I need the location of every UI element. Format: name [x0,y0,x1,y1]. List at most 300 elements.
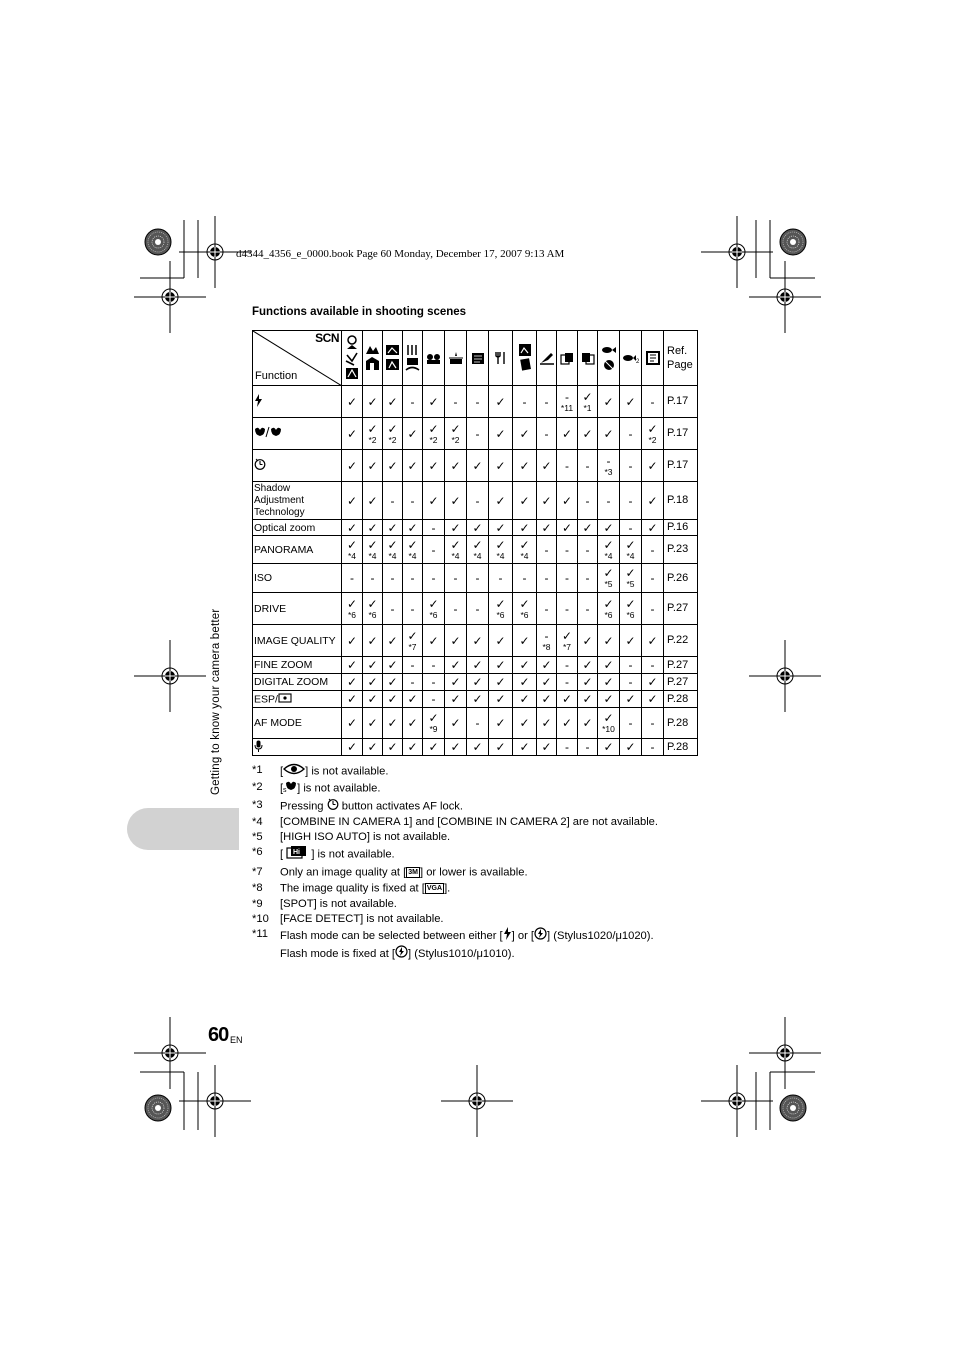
availability-cell [403,625,423,657]
availability-cell [489,625,513,657]
check-mark: ✓ [582,675,593,689]
availability-cell [445,520,467,536]
availability-cell [578,593,598,625]
availability-cell [642,450,664,482]
availability-cell [403,536,423,564]
dash-mark: - [650,542,655,557]
check-mark: ✓ [541,458,552,473]
function-name-cell [253,625,342,657]
check-mark: ✓ [472,658,483,672]
availability-cell [383,625,403,657]
dash-mark: - [585,542,590,557]
footnote-text-part: Pressing [280,800,327,813]
corner-cell [253,331,342,386]
availability-cell [423,708,445,739]
table-row [253,625,698,657]
check-mark: ✓ [519,458,530,473]
dash-mark: - [565,675,569,689]
check-mark: ✓ [367,458,378,473]
dash-mark: - [565,542,569,557]
availability-cell [383,674,403,691]
footnote-text [280,897,397,912]
availability-cell [467,739,489,756]
check-mark: ✓ [387,716,398,730]
dash-mark: - [565,740,569,754]
table-row [253,386,698,418]
check-mark: ✓ [407,716,418,730]
dash-mark: - [628,675,633,689]
function-name-cell [253,386,342,418]
check-mark: ✓ [582,658,593,672]
check-mark: ✓ [647,675,658,689]
check-mark: ✓ [472,537,483,552]
availability-cell [403,482,423,520]
dash-mark: - [565,658,569,672]
availability-cell [537,386,557,418]
check-mark: ✓ [367,520,378,535]
availability-cell [513,564,537,593]
hi-drive-icon [286,850,308,862]
availability-cell [642,691,664,708]
footnote-text-part: ] is not available. [305,765,389,778]
underwater-2-icon [622,352,640,364]
check-mark: ✓ [625,566,636,580]
ref-page-cell: P.17 [664,450,698,482]
availability-cell [363,739,383,756]
footnote-ref: *2 [388,434,397,445]
check-mark: ✓ [346,458,358,473]
check-mark: ✓ [519,520,530,535]
availability-cell [423,482,445,520]
availability-cell [537,482,557,520]
dash-mark: - [475,601,480,616]
availability-cell [363,593,383,625]
availability-cell [642,536,664,564]
availability-cell [598,520,620,536]
availability-cell [445,418,467,450]
check-mark: ✓ [647,520,658,535]
table-row [253,564,698,593]
availability-cell [363,625,383,657]
availability-cell [467,386,489,418]
check-mark: ✓ [407,520,418,535]
check-mark: ✓ [450,537,461,552]
check-mark: ✓ [450,633,461,648]
function-name: ESP/ [254,692,278,705]
availability-cell [620,386,642,418]
check-mark: ✓ [472,633,483,648]
function-name-cell [253,657,342,674]
check-mark: ✓ [603,692,614,706]
table-header-row [253,331,698,386]
availability-cell [598,482,620,520]
check-mark: ✓ [625,537,636,552]
svg-text:s: s [283,787,287,793]
dash-mark: - [431,542,436,557]
availability-cell [513,625,537,657]
dash-mark: - [544,426,549,441]
availability-cell [557,691,578,708]
availability-cell [467,520,489,536]
footnote-text [280,881,450,897]
check-mark: ✓ [582,716,593,730]
check-mark: ✓ [367,692,378,706]
availability-cell [342,593,363,625]
ref-page-cell: P.27 [664,674,698,691]
availability-cell [557,536,578,564]
availability-cell [467,657,489,674]
availability-cell [557,482,578,520]
check-mark: ✓ [541,520,552,535]
check-mark: ✓ [407,740,418,754]
availability-cell [620,739,642,756]
footnote-key: *4 [252,815,263,828]
check-mark: ✓ [495,658,506,672]
footnote [252,897,658,912]
check-mark: ✓ [647,493,658,508]
availability-cell [423,674,445,691]
function-name: AF MODE [254,717,302,729]
availability-cell [620,691,642,708]
availability-cell [342,674,363,691]
dash-mark: - [585,493,590,508]
scene-header-frame-assist-2 [578,331,598,386]
availability-cell [513,708,537,739]
availability-cell [642,593,664,625]
availability-cell [557,520,578,536]
function-name-cell [253,674,342,691]
ref-page-cell: P.28 [664,691,698,708]
availability-cell [363,564,383,593]
scene-header-underwater-2 [620,331,642,386]
check-mark: ✓ [561,493,573,508]
scene-header-documents [467,331,489,386]
check-mark: ✓ [472,520,483,535]
check-mark: ✓ [582,633,593,648]
availability-cell [342,564,363,593]
function-name: Shadow Adjustment Technology [254,482,305,518]
scene-header-auction [513,331,537,386]
check-mark: ✓ [519,633,530,648]
check-mark: ✓ [561,716,573,730]
footnote-ref: *2 [451,434,460,445]
availability-cell [423,564,445,593]
check-mark: ✓ [367,493,378,508]
availability-cell [363,482,383,520]
footnote-text-part: ] is not available. [308,849,395,862]
footnote-ref: *7 [408,641,417,652]
availability-cell [467,564,489,593]
landscape-sunset-icon [365,343,380,373]
dash-mark: - [544,601,549,616]
check-mark: ✓ [625,692,636,706]
dash-mark: - [431,692,436,706]
check-mark: ✓ [346,426,358,441]
check-mark: ✓ [428,493,439,508]
availability-cell [489,564,513,593]
check-mark: ✓ [387,421,398,436]
check-mark: ✓ [603,537,614,552]
footnote-text-part: ] (Stylus1020/μ1020). [547,930,654,943]
check-mark: ✓ [561,426,573,441]
availability-cell [620,450,642,482]
footnote-key: *5 [252,831,263,844]
availability-cell [342,708,363,739]
check-mark: ✓ [428,711,439,725]
availability-cell [598,708,620,739]
ref-page-cell: P.27 [664,593,698,625]
footnote-key: *6 [252,846,263,859]
check-mark: ✓ [450,692,461,706]
check-mark: ✓ [428,740,439,754]
check-mark: ✓ [367,537,378,552]
check-mark: ✓ [519,493,530,508]
availability-cell [598,657,620,674]
ref-page-header: Ref. Page [664,331,698,386]
footnote-text-part: Only an image quality at [ [280,866,407,879]
check-mark: ✓ [603,658,614,672]
check-mark: ✓ [428,394,439,409]
availability-cell [537,536,557,564]
footnotes [252,763,658,964]
table-row [253,691,698,708]
footnote-text [280,763,388,780]
pre-capture-icon [645,350,661,366]
availability-cell [620,564,642,593]
availability-cell [598,564,620,593]
availability-cell [445,386,467,418]
dash-mark: - [410,571,415,585]
check-mark: ✓ [387,394,398,409]
function-name-cell [253,593,342,625]
availability-cell [383,450,403,482]
footnote-ref: *7 [562,641,572,652]
footnote-text-part: ] (Stylus1010/μ1010). [408,948,515,961]
availability-cell [423,625,445,657]
footnote [252,945,658,963]
availability-cell [467,482,489,520]
footnote-ref: *4 [408,550,417,561]
footnote-ref: *6 [347,609,357,620]
footnote-text-part: [ [280,849,287,862]
footnote-ref: *2 [368,434,377,445]
availability-cell [403,564,423,593]
availability-cell [445,657,467,674]
footnote [252,865,658,881]
availability-cell [578,625,598,657]
portrait-landscape-icon [344,335,360,381]
footnote-key: *8 [252,881,263,894]
availability-cell [489,386,513,418]
check-mark: ✓ [519,716,530,730]
check-mark: ✓ [387,520,398,535]
table-row [253,450,698,482]
check-mark: ✓ [541,493,552,508]
footnote-ref: *4 [496,550,505,561]
function-name-cell [253,708,342,739]
footnote [252,763,658,780]
check-mark: ✓ [541,675,552,689]
availability-cell [557,708,578,739]
availability-cell [513,593,537,625]
check-mark: ✓ [346,596,358,611]
dash-mark: - [544,542,549,557]
availability-cell [403,386,423,418]
check-mark: ✓ [625,394,636,409]
check-mark: ✓ [387,633,398,648]
check-mark: ✓ [407,692,418,706]
dash-mark: - [431,520,436,535]
availability-cell [342,520,363,536]
availability-cell [383,708,403,739]
availability-cell [363,418,383,450]
dash-mark: - [544,628,549,643]
availability-cell [513,674,537,691]
check-mark: ✓ [561,628,573,643]
check-mark: ✓ [519,658,530,672]
flash-icon [254,398,263,410]
ref-page-cell: P.28 [664,739,698,756]
check-mark: ✓ [346,493,358,508]
chapter-side-label: Getting to know your camera better [210,608,222,795]
availability-cell [598,536,620,564]
print-header: d4344_4356_e_0000.book Page 60 Monday, December 17, 2007 9:13 AM [236,248,565,260]
function-name: DIGITAL ZOOM [254,676,329,688]
availability-cell [383,657,403,674]
night-fireworks-icon [385,343,400,373]
availability-cell [383,691,403,708]
footnote-ref: *4 [368,550,377,561]
footnote-key: *10 [252,912,269,925]
availability-cell [642,418,664,450]
table-row [253,708,698,739]
check-mark: ✓ [603,596,614,611]
check-mark: ✓ [407,537,418,552]
auction-icon [518,343,532,373]
check-mark: ✓ [495,675,506,689]
check-mark: ✓ [367,716,378,730]
footnote-ref: *10 [602,724,615,734]
footnote-ref: *4 [347,550,357,561]
availability-cell [513,739,537,756]
availability-cell [557,657,578,674]
dash-mark: - [410,658,415,672]
footnote-text [280,845,395,864]
microphone-icon [254,743,263,755]
footnote [252,845,658,864]
dash-mark: - [522,571,527,585]
availability-cell [513,691,537,708]
footnote-text [280,927,654,945]
availability-cell [342,418,363,450]
check-mark: ✓ [387,740,398,754]
flash-icon [503,931,512,943]
check-mark: ✓ [541,716,552,730]
availability-cell [620,482,642,520]
availability-cell [578,418,598,450]
footnote-ref: *4 [626,550,635,561]
scene-header-landscape [363,331,383,386]
availability-cell [578,450,598,482]
availability-cell [513,450,537,482]
check-mark: ✓ [450,716,461,730]
function-name-cell [253,418,342,450]
check-mark: ✓ [346,633,358,648]
check-mark: ✓ [582,426,593,441]
function-name: PANORAMA [254,543,314,556]
availability-cell [423,536,445,564]
availability-cell [342,482,363,520]
availability-cell [467,536,489,564]
footnote-ref: *4 [520,550,529,561]
footnote-text-part: ] or lower is available. [419,866,528,879]
frame-assist-2-icon [581,352,595,365]
footnote [252,780,658,797]
dash-mark: - [431,658,436,672]
ref-page-cell: P.23 [664,536,698,564]
function-name: IMAGE QUALITY [254,634,336,647]
check-mark: ✓ [519,675,530,689]
check-mark: ✓ [603,394,614,409]
check-mark: ✓ [495,692,506,706]
check-mark: ✓ [407,628,418,643]
function-name: Optical zoom [254,521,316,534]
check-mark: ✓ [428,633,439,648]
availability-cell [363,520,383,536]
availability-cell [578,691,598,708]
availability-cell [620,625,642,657]
3m-icon: 3M [408,868,418,876]
availability-cell [467,708,489,739]
check-mark: ✓ [647,692,658,706]
check-mark: ✓ [495,537,506,552]
footnote-ref: *6 [429,609,438,620]
availability-cell [383,418,403,450]
availability-cell [537,708,557,739]
check-mark: ✓ [647,633,658,648]
page-number: 60 [208,1024,229,1046]
dash-mark: - [475,394,480,409]
availability-cell [513,386,537,418]
flash-off-icon [534,931,547,943]
footnote-ref: *6 [626,609,635,620]
check-mark: ✓ [495,493,506,508]
check-mark: ✓ [603,633,614,648]
table-row [253,657,698,674]
dash-mark: - [475,426,480,441]
check-mark: ✓ [428,421,439,436]
availability-cell [383,386,403,418]
availability-cell [578,386,598,418]
availability-cell [620,520,642,536]
dash-mark: - [628,520,633,535]
availability-cell [445,674,467,691]
check-mark: ✓ [603,520,614,535]
availability-cell [598,625,620,657]
indoor-icon [426,352,441,364]
macro-icon [254,429,282,441]
footnote-key: *2 [252,781,263,794]
footnote-text-part: Flash mode is fixed at [ [280,948,396,961]
dash-mark: - [650,658,655,672]
function-name-cell [253,691,342,708]
check-mark: ✓ [603,426,614,441]
availability-cell [423,657,445,674]
availability-cell [513,482,537,520]
table-body [253,386,698,756]
function-name-cell [253,564,342,593]
availability-cell [363,674,383,691]
